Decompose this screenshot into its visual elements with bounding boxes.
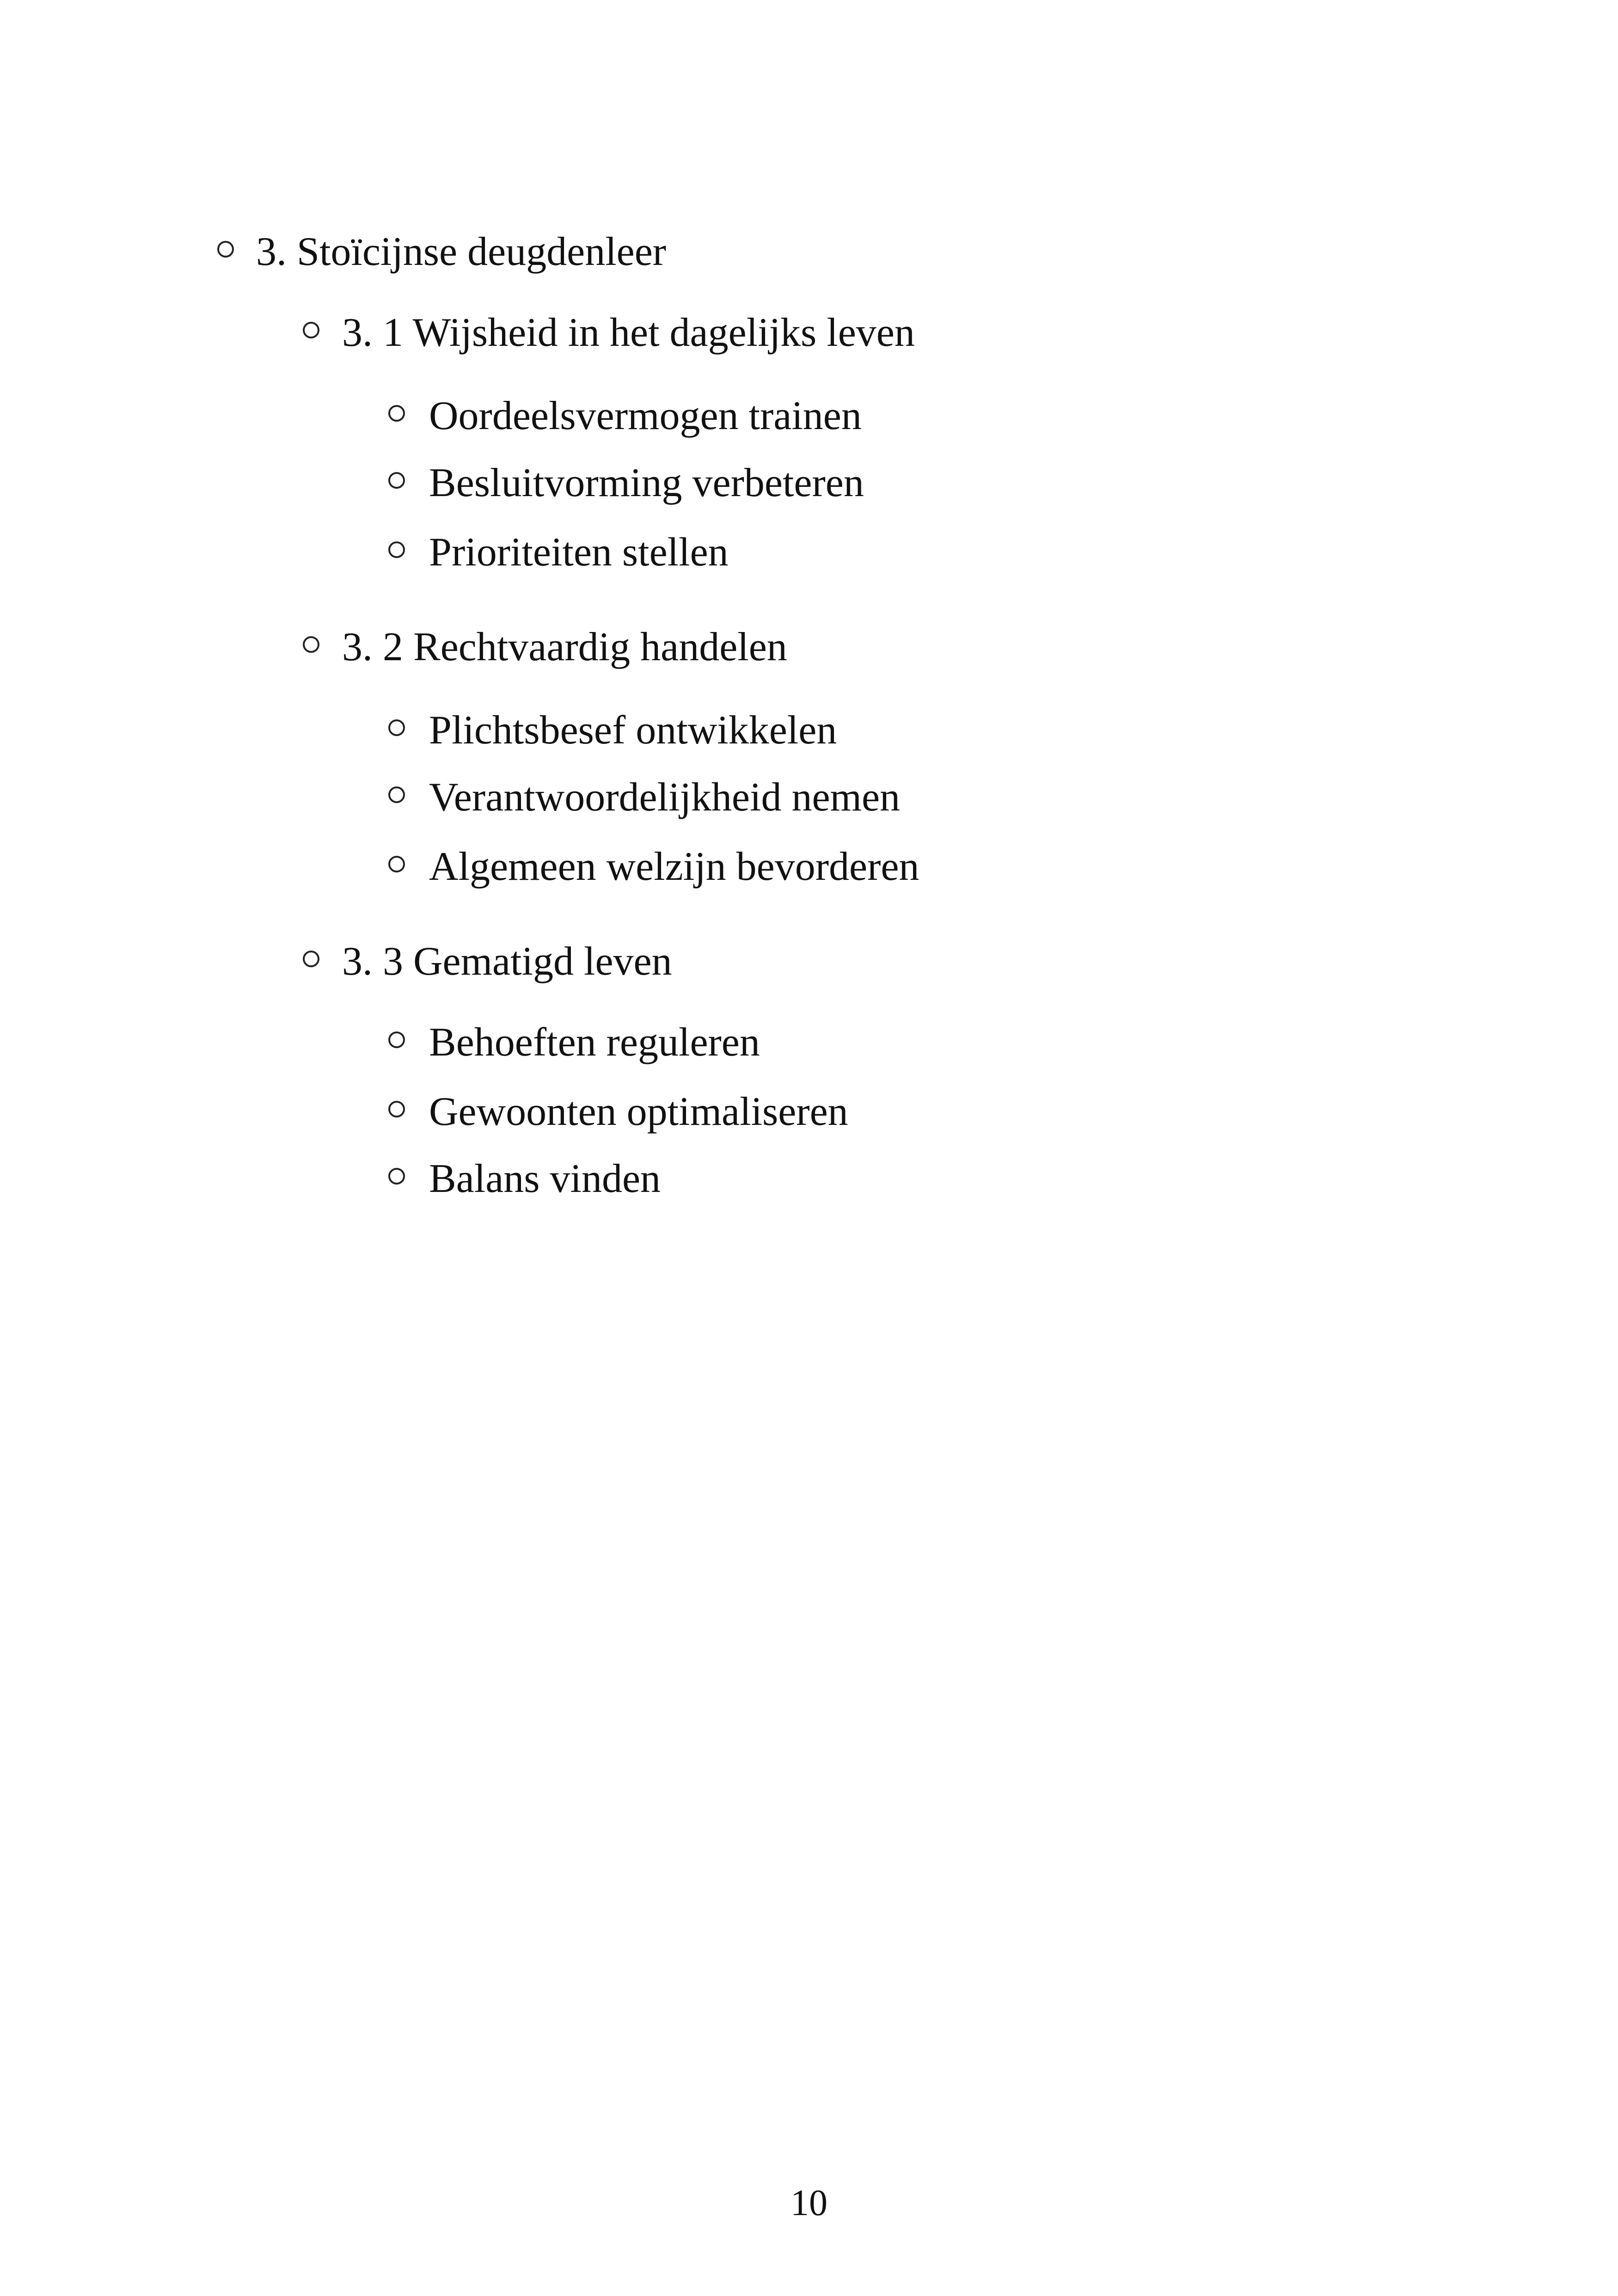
outline-item-label: Balans vinden: [429, 1156, 661, 1201]
outline-item-label: Besluitvorming verbeteren: [429, 460, 864, 505]
outline-item-label: Oordeelsvermogen trainen: [429, 393, 862, 438]
subsection-title: 3. 1 Wijsheid in het dagelijks leven: [342, 310, 915, 355]
outline-item-label: Behoeften reguleren: [429, 1020, 760, 1065]
hollow-circle-bullet-icon: [388, 786, 405, 803]
hollow-circle-bullet-icon: [388, 472, 405, 489]
subsection-title: 3. 3 Gematigd leven: [342, 939, 672, 984]
section-title: 3. Stoïcijnse deugdenleer: [256, 229, 667, 274]
hollow-circle-bullet-icon: [303, 951, 319, 967]
hollow-circle-bullet-icon: [388, 541, 405, 558]
outline-item-label: Algemeen welzijn bevorderen: [429, 844, 919, 889]
subsection-title: 3. 2 Rechtvaardig handelen: [342, 625, 787, 669]
hollow-circle-bullet-icon: [388, 1031, 405, 1048]
hollow-circle-bullet-icon: [388, 405, 405, 422]
hollow-circle-bullet-icon: [303, 322, 319, 338]
hollow-circle-bullet-icon: [388, 719, 405, 736]
hollow-circle-bullet-icon: [303, 636, 319, 653]
page-number: 10: [791, 2183, 827, 2223]
hollow-circle-bullet-icon: [388, 1168, 405, 1185]
outline-item-label: Verantwoordelijkheid nemen: [429, 775, 901, 820]
outline-item-label: Plichtsbesef ontwikkelen: [429, 708, 837, 753]
outline-item-label: Prioriteiten stellen: [429, 530, 729, 575]
hollow-circle-bullet-icon: [217, 241, 234, 258]
outline-item-label: Gewoonten optimaliseren: [429, 1089, 848, 1134]
hollow-circle-bullet-icon: [388, 1101, 405, 1117]
hollow-circle-bullet-icon: [388, 856, 405, 872]
